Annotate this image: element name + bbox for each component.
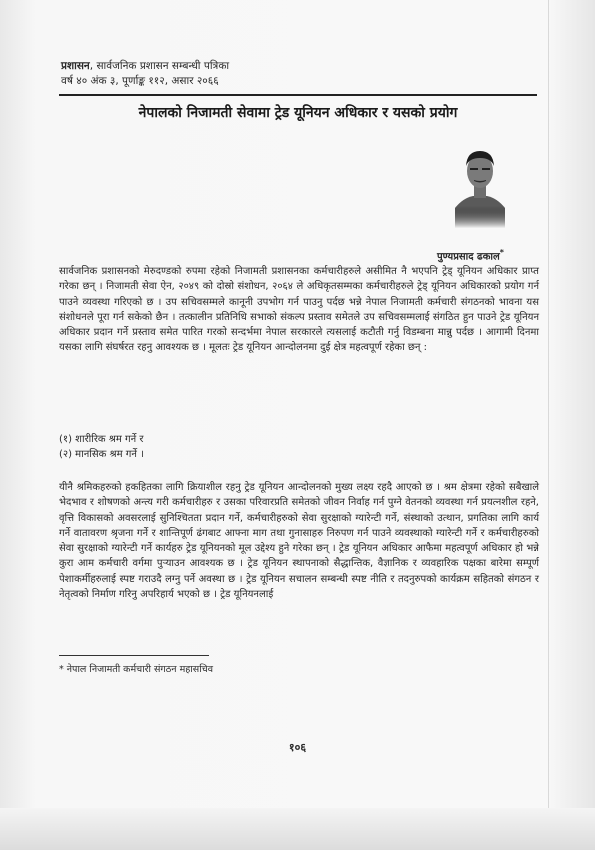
author-photo: [455, 146, 505, 228]
paragraph-objectives: यीनै श्रमिकहरुको हकहितका लागि क्रियाशील रहनु ट्रेड यूनियन आन्दोलनको मुख्य लक्ष्य रहदै आएको छ । श्रम क्षेत्रमा रहेको सबैखाले भेदभाव र शोषणको अन्त्य गरी कर्मचारीहरु र उसका परिवारप्रति समेतको जीवन निर्वाह गर्न पुग्ने वेतनको व्यवस्था गर्न प्रयत्नशील रहने, वृत्ति विकासको अवसरलाई सुनिश्चितता प्रदान गर्ने, कर्मचारीहरुको सेवा सुरक्षाको ग्यारेन्टी गर्ने, संस्थाको उत्थान, प्रगतिका लागि कार्य गर्ने वातावरण श्रृजना गर्ने र शान्तिपूर्ण ढंगबाट आफ्ना माग तथा गुनासाहरु निरुपण गर्न पाउने व्यवस्थाको ग्यारेन्टी गर्ने र कर्मचारीहरुको सेवा सुरक्षाको ग्यारेन्टी गर्ने कार्यहरु ट्रेड यूनियनको मूल उद्देश्य हुने गरेका छन् । ट्रेड यूनियन अधिकार आफैमा महत्वपूर्ण अधिकार हो भन्ने कुरा आम कर्मचारी वर्गमा पुऱ्याउन आवश्यक छ । ट्रेड यूनियन स्थापनाको सैद्धान्तिक, वैज्ञानिक र व्यवहारिक पक्षका बारेमा सम्पूर्ण पेशाकर्मीहरुलाई स्पष्ट गराउदै लग्नु पर्ने अवस्था छ । ट्रेड यूनियन सचालन सम्बन्धी स्पष्ट नीति र तदनुरुपको कार्यक्रम सहितको संगठन र नेतृत्वको निर्माण गरिनु अपरिहार्य भएको छ । ट्रेड यूनियनलाई: [59, 482, 539, 601]
author-name: [437, 248, 537, 262]
journal-header: [61, 59, 541, 89]
author-portrait-image: [455, 146, 505, 228]
page-edge-divider: [548, 0, 549, 850]
footnote-rule: [59, 655, 209, 656]
footnote: * नेपाल निजामती कर्मचारी संगठन महासचिव: [59, 664, 213, 675]
bottom-scan-shadow: [0, 808, 595, 850]
list-item: (२) मानसिक श्रम गर्ने ।: [59, 449, 144, 461]
header-rule: [59, 94, 537, 96]
author-footnote-mark: *: [499, 248, 504, 257]
journal-name: प्रशासन: [61, 60, 90, 72]
journal-subtitle: , सार्वजनिक प्रशासन सम्बन्धी पत्रिका: [89, 60, 230, 72]
page-number: १०६: [288, 741, 307, 754]
issue-info: वर्ष ४० अंक ३, पूर्णाङ्क ११२, असार २०६६: [61, 75, 219, 87]
labour-types-list: [59, 432, 539, 463]
list-item: (१) शारीरिक श्रम गर्ने र: [59, 434, 144, 445]
author-name-text: पुण्यप्रसाद ढकाल: [437, 251, 500, 263]
journal-title-line: [61, 59, 541, 74]
paragraph-intro: सार्वजनिक प्रशासनको मेरुदण्डको रुपमा रहेको निजामती प्रशासनका कर्मचारीहरुले असीमित नै भएपनि ट्रेड् यूनियन अधिकार प्राप्त गरेका छन् । निजामती सेवा ऐन, २०४९ को दोस्रो संशोधन, २०६४ ले अधिकृतसम्मका कर्मचारीहरुले ट्रेड् यूनियन अधिकारको प्रयोग गर्न पाउने व्यवस्था गरिएको छ । उप सचिवसम्मले कानूनी उपभोग गर्न पाउनु पर्दछ भन्ने नेपाल निजामती कर्मचारी संगठनको भावना यस संशोधनले पूरा गर्न सकेको छैन । तत्कालीन प्रतिनिधि सभाको संकल्प प्रस्ताव समेतले उप सचिवसम्मलाई संगठित हुन पाउने ट्रेड यूनियन अधिकार प्रदान गर्ने प्रस्ताव समेत पारित गरको सन्दर्भमा नेपाल सरकारले त्यसलाई कटौती गर्नु विडम्बना मान्नु पर्दछ । आगामी दिनमा यसका लागि संघर्षरत रहनु आवश्यक छ । मूलतः ट्रेड यूनियन आन्दोलनमा दुई क्षेत्र महत्वपूर्ण रहेका छन् :: [59, 266, 539, 354]
article-title: नेपालको निजामती सेवामा ट्रेड यूनियन अधिकार र यसको प्रयोग: [138, 105, 458, 121]
